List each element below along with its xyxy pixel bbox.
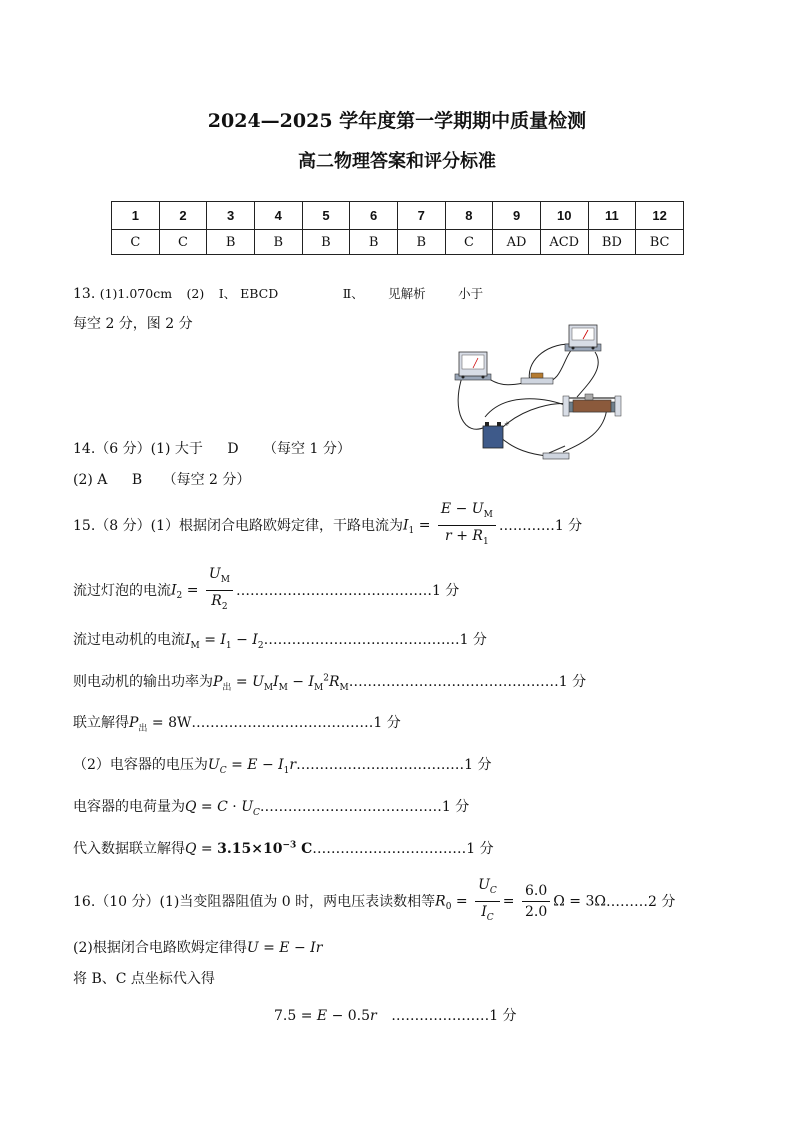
q13-number: 13. xyxy=(73,286,96,302)
q14-line-2-part-b: B xyxy=(131,472,143,488)
q13-part4: Ⅱ、 xyxy=(342,286,364,301)
q16-line-2-formula: U = E − Ir xyxy=(246,940,323,956)
q16-line-4 xyxy=(274,1005,517,1025)
question-number-cell: 1 xyxy=(112,202,160,230)
q15-line-2 xyxy=(73,565,459,616)
q15-line-5-value: = 8W xyxy=(151,715,192,731)
answer-cell: BD xyxy=(588,230,636,255)
voltmeter-1-icon xyxy=(455,352,491,380)
q15-line-6-formula: $U_C = E - I_1r$ xyxy=(207,757,297,776)
question-number-cell: 5 xyxy=(302,202,350,230)
document-subtitle: 高二物理答案和评分标准 xyxy=(298,151,496,172)
q15-line-1-score: …………1 分 xyxy=(498,518,583,535)
answer-table-numbers-row xyxy=(112,202,684,230)
q13-part2: (2) xyxy=(186,286,205,301)
q15-line-8-text: 代入数据联立解得 xyxy=(73,841,185,857)
q15-line-5 xyxy=(73,712,401,734)
answer-cell: B xyxy=(302,230,350,255)
question-number-cell: 7 xyxy=(397,202,445,230)
q15-line-6-score: ………………………………1 分 xyxy=(296,757,492,773)
q15-line-3-formula: $I_M = I_1 - I_2$ xyxy=(185,632,264,651)
q13-part6: 小于 xyxy=(458,286,484,301)
q15-line-1-text: 15.（8 分）(1）根据闭合电路欧姆定律，干路电流为 xyxy=(73,518,403,535)
question-number-cell: 6 xyxy=(350,202,398,230)
answer-cell: C xyxy=(445,230,493,255)
question-number-cell: 9 xyxy=(493,202,541,230)
answer-cell: C xyxy=(159,230,207,255)
q15-line-4-formula: $P_出 = U_MI_M - I_M^2R_M$ xyxy=(213,673,349,693)
q15-line-7-score: …………………………………1 分 xyxy=(259,799,470,815)
rheostat-icon xyxy=(563,394,621,416)
question-number-cell: 2 xyxy=(159,202,207,230)
q13-answer-line xyxy=(73,284,483,302)
q15-line-2-score: ……………………………………1 分 xyxy=(235,583,460,600)
answer-cell: ACD xyxy=(540,230,588,255)
answer-cell: C xyxy=(112,230,160,255)
resistor-icon xyxy=(521,373,553,384)
q15-line-8-score: ……………………………1 分 xyxy=(312,841,494,857)
q14-line-1-part-a: 14.（6 分）(1) 大于 xyxy=(73,441,203,457)
answer-table-answers-row xyxy=(112,230,684,255)
question-number-cell: 11 xyxy=(588,202,636,230)
q15-line-7-text: 电容器的电荷量为 xyxy=(73,799,185,815)
q15-line-1-formula: $I_1$ = $\frac{E - U_M}{r + R_1}$ xyxy=(403,500,499,551)
svg-text:+: + xyxy=(504,420,510,428)
question-number-cell: 10 xyxy=(540,202,588,230)
q15-line-6-text: （2）电容器的电压为 xyxy=(73,757,208,773)
q15-line-8 xyxy=(73,838,494,858)
question-number-cell: 8 xyxy=(445,202,493,230)
question-number-cell: 3 xyxy=(207,202,255,230)
q16-line-1-score: ………2 分 xyxy=(606,894,676,911)
q15-line-8-formula: $Q = 3.15\times 10^{-3}$ C xyxy=(185,840,313,857)
q15-line-7 xyxy=(73,796,469,818)
q15-line-3-score: ……………………………………1 分 xyxy=(263,632,487,648)
q15-line-5-formula: $P_出$ xyxy=(129,715,148,734)
answer-table xyxy=(111,201,684,255)
question-number-cell: 4 xyxy=(254,202,302,230)
q14-line-1 xyxy=(73,438,351,458)
answer-cell: B xyxy=(207,230,255,255)
q15-line-4-score: ………………………………………1 分 xyxy=(348,674,587,690)
document-title: 2024—2025 学年度第一学期期中质量检测 xyxy=(207,110,587,132)
q15-line-4 xyxy=(73,671,586,693)
q15-line-3-text: 流过电动机的电流 xyxy=(73,632,185,648)
answer-cell: B xyxy=(254,230,302,255)
answer-cell: B xyxy=(397,230,445,255)
q15-line-1 xyxy=(73,500,582,551)
q14-line-1-part-c: （每空 1 分） xyxy=(263,441,351,457)
q14-line-2 xyxy=(73,469,250,489)
circuit-diagram xyxy=(445,322,625,464)
q15-line-5-score: …………………………………1 分 xyxy=(191,715,401,731)
q15-line-4-text: 则电动机的输出功率为 xyxy=(73,674,213,690)
q16-line-1-formula: $R_0$ = $\frac{U_C}{I_C}$ = $\frac{6.0}{2.0}$ Ω = 3Ω xyxy=(435,877,607,923)
q15-line-7-formula: $Q = C \cdot U_C$ xyxy=(185,799,260,818)
q14-line-2-part-a: (2) A xyxy=(73,472,108,488)
voltmeter-2-icon xyxy=(565,325,601,351)
q15-line-5-text: 联立解得 xyxy=(73,715,129,731)
q16-line-3: 将 B、C 点坐标代入得 xyxy=(73,971,215,987)
q16-line-1 xyxy=(73,876,675,927)
q16-line-4-formula: 7.5 = E − 0.5r xyxy=(274,1008,377,1024)
q16-line-4-score: …………………1 分 xyxy=(391,1008,517,1024)
q13-score: 每空 2 分，图 2 分 xyxy=(73,316,193,332)
q13-part5: 见解析 xyxy=(388,286,426,301)
switch-icon xyxy=(543,446,569,459)
q16-line-2 xyxy=(73,937,322,957)
q16-line-2-text: (2)根据闭合电路欧姆定律得 xyxy=(73,940,247,956)
q15-line-6 xyxy=(73,754,491,776)
battery-icon xyxy=(483,420,510,448)
q15-line-2-formula: $I_2$ = $\frac{U_M}{R_2}$ xyxy=(171,565,236,616)
answer-cell: B xyxy=(350,230,398,255)
q16-line-1-text: 16.（10 分）(1)当变阻器阻值为 0 时，两电压表读数相等 xyxy=(73,894,436,911)
answer-cell: AD xyxy=(493,230,541,255)
question-number-cell: 12 xyxy=(636,202,684,230)
q13-part1: (1)1.070cm xyxy=(99,286,173,301)
q15-line-3 xyxy=(73,629,487,651)
q14-line-2-part-c: （每空 2 分） xyxy=(162,472,251,488)
q14-line-1-part-b: D xyxy=(227,441,239,457)
q15-line-2-text: 流过灯泡的电流 xyxy=(73,583,171,600)
answer-cell: BC xyxy=(636,230,684,255)
q13-part3: Ⅰ、 EBCD xyxy=(218,286,279,301)
